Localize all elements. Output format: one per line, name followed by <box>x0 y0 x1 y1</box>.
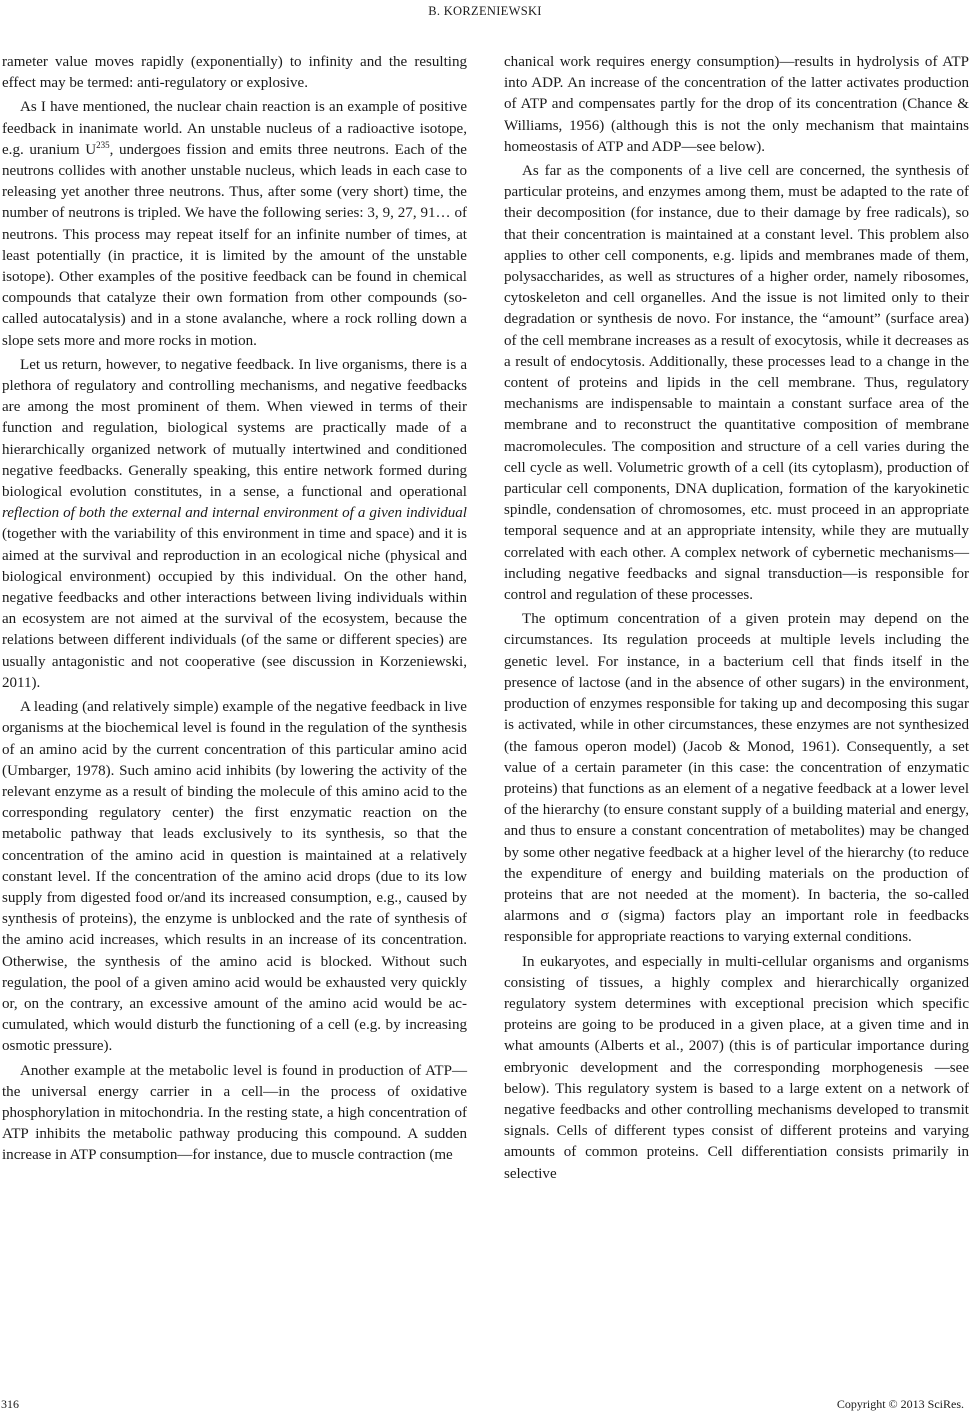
paragraph: chanical work requires energy consumption)—results in hydrolysis of ATP into ADP. An increase of the concentration of the latter activates production of ATP and compensates partly for the drop of its concentration (Chance & Williams, 1956) (although this is not the only mechanism that maintains homeostasis of ATP and ADP—see below). <box>504 54 969 155</box>
copyright-notice: Copyright © 2013 SciRes. <box>836 1397 964 1411</box>
paragraph: Another example at the metabolic level is found in production of ATP—the universal energy carrier in a cell—in the process of oxidative phosphorylation in mitochondria. In the resting state, a high concentration of ATP inhibits the metabolic pathway producing this compound. A sudden increase in ATP consumption—for instance, due to muscle contraction (me <box>2 1062 467 1164</box>
paragraph: The optimum concentration of a given protein may depend on the circumstances. Its regulation proceeds at multiple levels including the genetic level. For instance, in a bacterium cell that finds itself in the presence of lactose (and in the absence of other sugars) in the environment, production of enzymes responsible for taking up and decomposing this sugar is activated, while in other circumstances, these enzymes are not synthesized (the famous operon model) (Jacob & Monod, 1961). Consequently, a set value of a certain parameter (in this case: the concentration of enzymatic proteins) that functions as an element of a negative feedback at a lower level of the hierarchy (to ensure constant supply of a building material and energy, and thus to ensure a constant concentration of metabolites) may be changed by some other negative feedback at a higher level of the hierarchy (to reduce the expenditure of energy and building materials on the production of proteins that are not needed at the moment). In bacteria, the so-called alarmons and σ (sigma) factors play an important role in feedbacks responsible for appropriate reactions to varying external conditions. <box>504 611 969 946</box>
paragraph: A leading (and relatively simple) example of the negative feedback in live organisms at the biochemical level is found in the regulation of the synthesis of an amino acid by the current concentration of this particular amino acid (Umbarger, 1978). Such amino acid inhibits (by lowering the activity of the relevant enzyme as a result of binding the molecule of this amino acid to the corresponding regulatory center) the first enzymatic reaction on the metabolic pathway that leads exclusively to its synthesis, so that the concentration of the amino acid in question is maintained at a relatively constant level. If the concentration of the amino acid drops (due to its low supply from digested food or/and its increased consumption, e.g., caused by synthesis of proteins), the enzyme is unblocked and the rate of synthesis of the amino acid increases, which results in an increase of its concentration. Otherwise, the synthesis of the amino acid is blocked. Without such regulation, the pool of a given amino acid would be exhausted very quickly or, on the contrary, an excessive amount of the amino acid would be accumulated, which would disturb the functioning of a cell (e.g. by increasing osmotic pressure). <box>2 699 467 1055</box>
paragraph: As far as the components of a live cell are concerned, the synthesis of particular proteins, and enzymes among them, must be adapted to the rate of their decomposition (for instance, due to their damage by free radicals), so that their concentration is maintained at a constant level. This problem also applies to other cell components, e.g. lipids and membranes made of them, polysaccharides, as well as structures of a higher order, namely ribosomes, cytoskeleton and cell organelles. And the issue is not limited only to their degradation or synthesis de novo. For instance, the “amount” (surface area) of the cell membrane increases as a result of exocytosis, while it decreases as a result of endocytosis. Additionally, these processes lead to a change in the content of proteins and lipids in the cell membrane. Thus, regulatory mechanisms are indispensable to maintain a constant surface area of the membrane and to reconstruct the quantitative composition of membrane macromolecules. The composition and structure of a cell varies during the cell cycle as well. Volumetric growth of a cell (its cytoplasm), production of particular cell components, DNA duplication, formation of the karyokinetic spindle, condensation of chromosomes, etc. must proceed in an appropriate temporal sequence and at an appropriate intensity, while they are mutually correlated with each other. A complex network of cybernetic mechanisms—including negative feedbacks and signal transduction—is responsible for control and regulation of these processes. <box>504 163 969 604</box>
page-number: 316 <box>1 1397 19 1411</box>
paragraph <box>2 355 467 694</box>
paragraph-text: Let us return, however, to negative feedback. In live organisms, there is a plethora of regulatory and controlling mechanisms, and negative feedbacks are among the most prominent of them. When viewed in terms of their function and regulation, biological systems are practically made of a hierarchically organized network of mutually intertwined and conditioned negative feedbacks. Generally speaking, this entire network formed during biological evolution constitutes, in a sense, a functional and operational <box>2 356 467 501</box>
paragraph: rameter value moves rapidly (exponentially) to infinity and the resulting effect may be termed: anti-regulatory or explosive. <box>2 54 467 92</box>
paragraph: In eukaryotes, and especially in multi-cellular organisms and organisms consisting of tissues, a highly complex and hierarchically organized regulatory system determines with exceptional precision which specific proteins are going to be produced in a given place, at a given time and in what amounts (Alberts et al., 2007) (this is of particular importance during embryonic development and the corresponding morphogenesis —see below). This regulatory system is based to a large extent on a network of negative feedbacks and other controlling mechanisms developed to transmit signals. Cells of different types consist of different proteins and varying amounts of common proteins. Cell differentiation consists primarily in selective <box>504 953 969 1182</box>
paragraph-text: , undergoes fission and emits three neutrons. Each of the neutrons collides with another unstable nucleus, which leads in each case to releasing yet another three neutrons. Thus, after some (very short) time, the number of neutrons is tripled. We have the following series: 3, 9, 27, 91… of neutrons. This process may repeat itself for an infinite number of times, at least potentially (in practice, it is limited by the amount of the unstable isotope). Other examples of the positive feedback can be found in chemical compounds that catalyze their own formation from other compounds (so-called autocatalysis) and in a stone avalanche, where a rock rolling down a slope sets more and more rocks in motion. <box>2 141 467 349</box>
paragraph <box>2 97 467 351</box>
left-column <box>2 52 467 1170</box>
paragraph-text: (together with the variability of this environment in time and space) and it is aimed at the survival and reproduction in an ecological niche (physical and biological environment) occupied by this individual. On the other hand, negative feedbacks and other interactions between living individuals within an ecosystem are not aimed at the survival of the ecosystem, because the relations between different individuals (of the same or different species) are usually antagonistic and not cooperative (see discussion in Korzeniewski, 2011). <box>2 526 467 691</box>
paragraph-text: As I have mentioned, the nuclear chain reaction is an example of positive feedback in inanimate world. An unstable nucleus of a radioactive isotope, e.g. uranium U <box>2 99 467 158</box>
superscript: 235 <box>96 139 110 150</box>
emphasis: reflection of both the external and internal environment of a given individual <box>2 505 467 522</box>
right-column <box>504 52 969 1188</box>
running-head: B. KORZENIEWSKI <box>428 4 542 18</box>
